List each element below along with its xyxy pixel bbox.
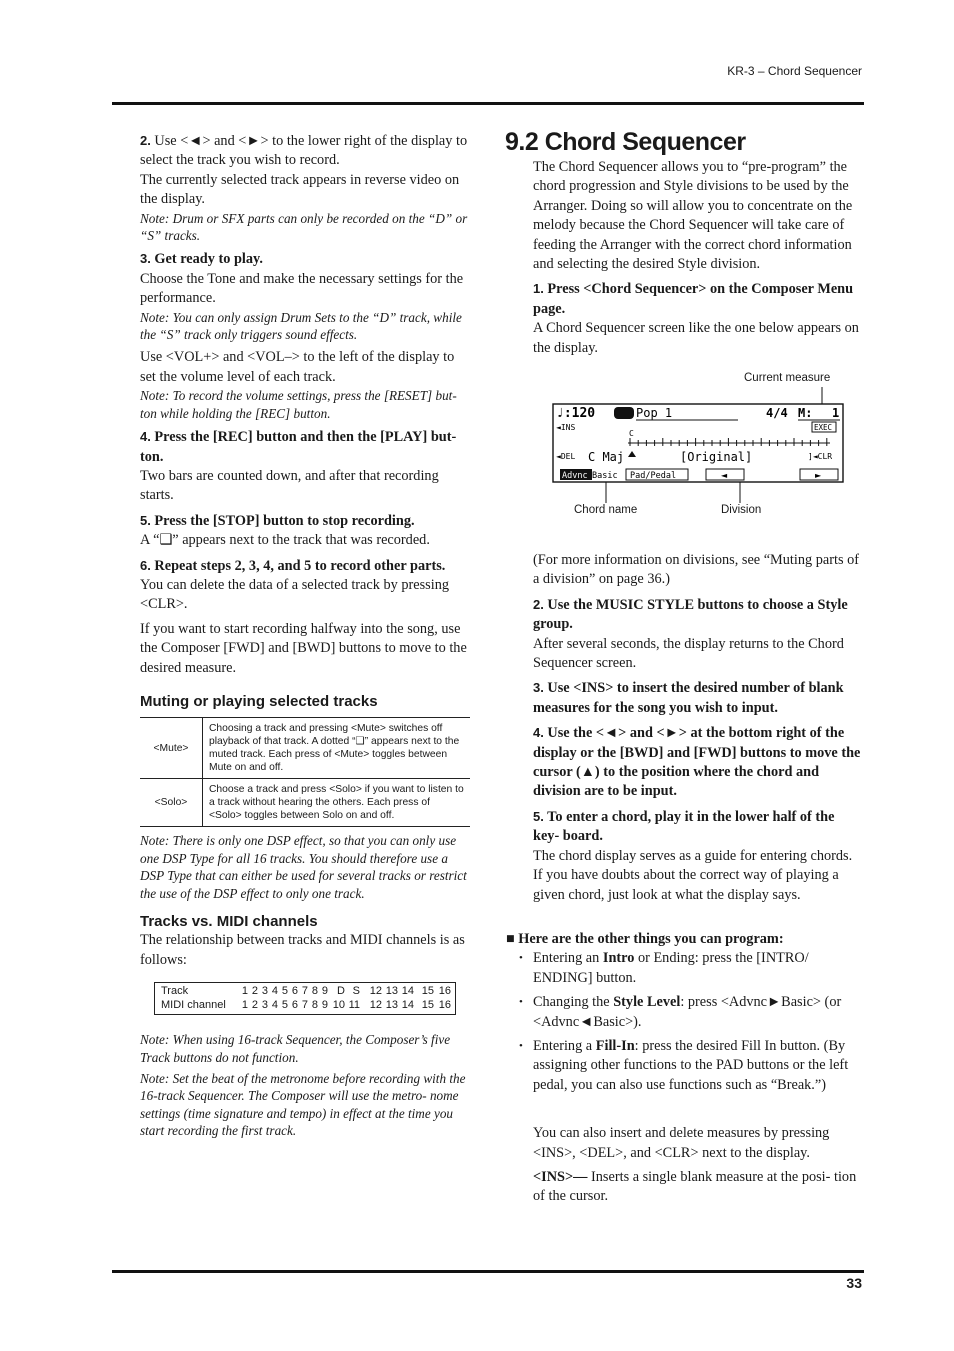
table-row [161,984,451,998]
table-cell: 12 [369,985,382,998]
section-heading: Muting or playing selected tracks [140,692,378,710]
table-cell: 8 [311,985,318,998]
header-rule [112,102,864,105]
note: Note: You can only assign Drum Sets to the “D” track, while the “S” track only triggers sound effects. [140,309,462,343]
step-text: Press the [REC] button and then the [PLAY] but- ton. [140,429,457,465]
list-item [533,1037,863,1095]
table-row [140,779,470,827]
table-cell: 3 [261,985,268,998]
step-body: A Chord Sequencer screen like the one below appears on the display. [533,320,859,356]
table-row-label: MIDI channel [161,999,226,1012]
step-number: 6. [140,557,151,573]
table-cell: 2 [251,999,258,1012]
table-cell: 3 [261,999,268,1012]
table-cell: 9 [321,999,328,1012]
table-cell: 2 [251,985,258,998]
table-cell: 4 [271,999,278,1012]
table-cell: 10 [332,999,345,1012]
table-cell: 8 [311,999,318,1012]
table-cell: 16 [438,999,451,1012]
step-body: You can delete the data of a selected track by pressing <CLR>. [140,576,449,613]
table-cell: 7 [301,999,308,1012]
table-cell: S [352,985,360,998]
table-cell: 16 [438,985,451,998]
list-item [533,993,863,1032]
table-cell: 11 [348,999,360,1012]
lcd-del-button[interactable]: ◄DEL [556,452,576,461]
table-cell: 9 [321,985,328,998]
list-item-text: Entering an [533,950,603,967]
page-number: 33 [846,1275,862,1291]
lcd-clr-button[interactable]: ]◄CLR [808,452,833,461]
table-cell: 14 [401,985,414,998]
step-body: A “❑” appears next to the track that was recorded. [140,532,430,549]
list-item-term: Style Level [613,994,681,1011]
chord-sequencer-display [540,385,860,505]
table-cell: 6 [291,999,298,1012]
table-cell: 5 [281,985,288,998]
left-column [140,131,470,1140]
mute-solo-table [140,717,470,827]
label-chord-name: Chord name [574,504,638,516]
note: Note: There is only one DSP effect, so that you can only use one DSP Type for all 16 tracks. You should therefore use a DSP Type that can either be used for several tracks or restrict the use of the DSP effect to only one track. [140,833,467,901]
list-item-text: Changing the [533,994,614,1011]
label-current-measure: Current measure [744,372,831,384]
style-icon [614,407,634,419]
table-cell: D [337,985,345,998]
step-body: After several seconds, the display returns to the Chord Sequencer screen. [533,635,844,672]
step-text: Repeat steps 2, 3, 4, and 5 to record other parts. [150,557,446,574]
lcd-advnc-label: Advnc [562,471,588,481]
lcd-basic-label: Basic [592,471,618,481]
paragraph: Use <VOL+> and <VOL–> to the left of the display to set the volume level of each track. [140,349,455,385]
section-title-block [505,128,746,157]
ins-term: <INS>— [533,1168,588,1185]
note: Note: When using 16-track Sequencer, the Composer’s five Track buttons do not function. [140,1032,451,1065]
step-text: To enter a chord, play it in the lower half of the key- board. [533,808,835,845]
subheading: ■ Here are the other things you can program: [506,930,784,947]
table-cells [237,984,451,998]
step-body: The chord display serves as a guide for entering chords. If you have doubts about the correct way of playing a given chord, just look at what the display says. [533,847,853,903]
list-item-text: : press <Advnc►Basic> (or <Advnc◄Basic>). [533,994,842,1030]
step-number: 4. [140,429,151,445]
step-number: 2. [533,596,544,612]
list-item-term: Fill-In [595,1037,635,1054]
note: Note: To record the volume settings, press the [RESET] but- ton while holding the [REC] button. [140,388,457,421]
lcd-right-arrow-label: ► [815,471,822,480]
step-text: Use the MUSIC STYLE buttons to choose a Style group. [533,596,848,633]
lcd-ins-button[interactable]: ◄INS [556,423,576,432]
table-cell: 15 [421,985,434,998]
table-row [161,998,451,1012]
step-number: 5. [533,808,544,824]
midi-channel-table [154,982,456,1015]
table-row [140,718,470,779]
list-item [533,949,863,988]
note: Note: Drum or SFX parts can only be recorded on the “D” or “S” tracks. [140,210,468,244]
table-cell-desc: Choose a track and press <Solo> if you want to listen to a track without hearing the others. Each press of <Solo> toggles between Solo on and off. [203,779,471,827]
paragraph: The relationship between tracks and MIDI channels is as follows: [140,932,465,968]
step-body: Choose the Tone and make the necessary settings for the performance. [140,270,464,307]
right-column-bottom [506,551,863,1207]
table-cell: 6 [291,985,298,998]
table-cell-key: <Mute> [140,718,203,779]
lcd-style-name: Pop 1 [636,406,673,420]
step-body: Two bars are counted down, and after that recording starts. [140,467,439,504]
table-cell-desc: Choosing a track and pressing <Mute> switches off playback of that track. A dotted “❑” appears next to the muted track. Each press of <Mute> toggles between Mute on and off. [203,718,471,779]
table-cell: 5 [281,999,288,1012]
lcd-measure-value: 1 [832,406,840,420]
note: Note: Set the beat of the metronome before recording with the 16-track Sequencer. The Composer will use the metro- nome settings (time signature and tempo) in effect at the time you start recording the first track. [140,1071,466,1139]
footer-rule [112,1270,864,1273]
table-row-label: Track [161,985,189,998]
right-column-top [533,158,863,358]
step-text: Use the <◄> and <►> at the bottom right of the display or the [BWD] and [FWD] buttons to move the cursor (▲) to the position where the chord and division are to be input. [533,725,861,800]
lcd-tempo: ♩:120 [556,406,596,421]
paragraph: If you want to start recording halfway into the song, use the Composer [FWD] and [BWD] buttons to move to the desired measure. [140,620,467,676]
lcd-division: [Original] [680,450,753,464]
table-cell-key: <Solo> [140,779,203,827]
section-title: 9.2 Chord Sequencer [505,128,746,156]
table-cell: 1 [241,999,248,1012]
step-number: 3. [140,251,151,267]
table-cell: 13 [385,985,398,998]
table-cells [237,998,451,1012]
lcd-left-arrow-label: ◄ [721,471,728,480]
table-cell: 7 [301,985,308,998]
paragraph: The Chord Sequencer allows you to “pre-program” the chord progression and Style divisions to be used by the Arranger. Doing so will allow you to concentrate on the melody because the Chord Sequencer will take care of feeding the Arranger with the correct chord information and selecting the desired Style division. [533,159,853,273]
paragraph: (For more information on divisions, see “Muting parts of a division” on page 36.) [533,552,860,588]
step-text: Press <Chord Sequencer> on the Composer Menu page. [533,281,854,317]
lcd-chord-name: C Maj [588,450,625,464]
table-cell: 12 [369,999,382,1012]
lcd-measure-label: M: [798,406,813,420]
list-item-term: Intro [602,950,635,967]
table-cell: 4 [271,985,278,998]
paragraph: You can also insert and delete measures by pressing <INS>, <DEL>, and <CLR> next to the display. [533,1125,830,1161]
step-text: Get ready to play. [150,251,263,268]
list-item-text: : press the desired Fill In button. (By assigning other functions to the PAD buttons or the left pedal, you can also use functions such as “Break.”) [533,1037,849,1093]
list-item-text: or Ending: press the [INTRO/ ENDING] button. [533,950,809,986]
feature-list [533,949,863,1095]
step-number: 5. [140,512,151,528]
step-text: Press the [STOP] button to stop recording. [150,512,415,529]
step-number: 4. [533,725,544,741]
lcd-pad-pedal-label: Pad/Pedal [630,471,677,481]
step-number: 3. [533,680,544,696]
table-cell: 14 [401,999,414,1012]
section-heading: Tracks vs. MIDI channels [140,913,318,930]
lcd-chord-marker: C [629,429,634,438]
table-cell: 15 [421,999,434,1012]
lcd-time-signature: 4/4 [766,406,788,420]
step-text: Use <INS> to insert the desired number of blank measures for the song you wish to input. [533,680,844,716]
label-division: Division [721,504,762,516]
running-header: KR-3 – Chord Sequencer [727,64,862,78]
ins-description: Inserts a single blank measure at the posi- tion of the cursor. [533,1168,857,1205]
lcd-exec-label: EXEC [814,423,833,432]
step-text: Use <◄> and <►> to the lower right of the display to select the track you wish to record. [140,133,468,169]
step-number: 1. [533,281,544,297]
step-number: 2. [140,133,151,148]
list-item-text: Entering a [533,1037,596,1054]
table-cell: 1 [241,985,248,998]
table-cell: 13 [385,999,398,1012]
step-body: The currently selected track appears in reverse video on the display. [140,171,460,208]
